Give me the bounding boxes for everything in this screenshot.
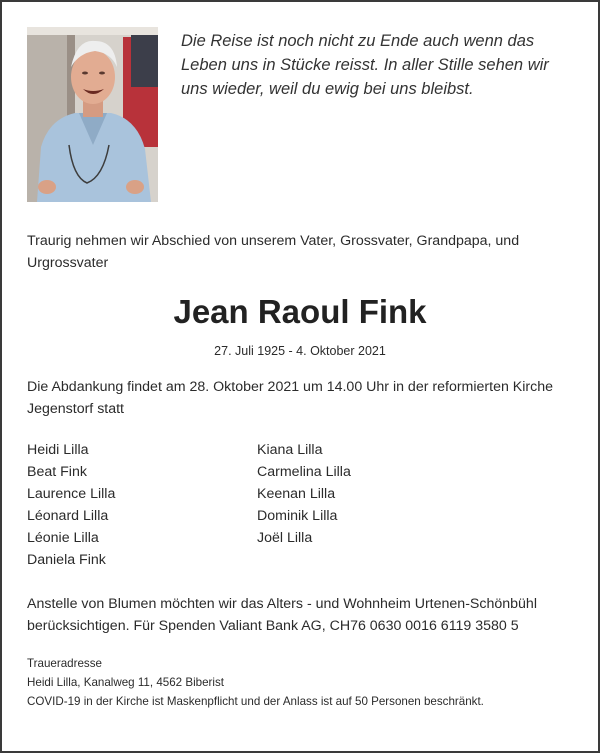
deceased-name: Jean Raoul Fink bbox=[173, 293, 427, 330]
family-member: Joël Lilla bbox=[257, 530, 313, 546]
family-member: Heidi Lilla bbox=[27, 442, 89, 458]
life-dates: 27. Juli 1925 - 4. Oktober 2021 bbox=[214, 344, 386, 358]
family-member: Laurence Lilla bbox=[27, 486, 116, 502]
family-member: Beat Fink bbox=[27, 464, 87, 480]
intro-line: Traurig nehmen wir Abschied von unserem Vater, Grossvater, Grandpapa, und bbox=[27, 233, 520, 249]
quote-line: Leben uns in Stücke reisst. In aller Stille sehen wir bbox=[181, 56, 549, 74]
memorial-quote bbox=[181, 29, 581, 101]
family-member: Léonie Lilla bbox=[27, 530, 99, 546]
family-member: Dominik Lilla bbox=[257, 508, 338, 524]
donation-line: berücksichtigen. Für Spenden Valiant Bank AG, CH76 0630 0016 6119 3580 5 bbox=[27, 618, 519, 634]
donation-info bbox=[27, 593, 587, 637]
portrait-image bbox=[27, 27, 158, 202]
family-member: Keenan Lilla bbox=[257, 486, 336, 502]
family-member: Daniela Fink bbox=[27, 552, 106, 568]
covid-notice: COVID-19 in der Kirche ist Maskenpflicht und der Anlass ist auf 50 Personen beschränkt. bbox=[27, 695, 484, 708]
intro-text bbox=[27, 230, 577, 274]
family-member: Carmelina Lilla bbox=[257, 464, 351, 480]
address-line: Heidi Lilla, Kanalweg 11, 4562 Biberist bbox=[27, 676, 224, 689]
intro-line: Urgrossvater bbox=[27, 255, 109, 271]
family-member: Kiana Lilla bbox=[257, 442, 323, 458]
donation-line: Anstelle von Blumen möchten wir das Alters - und Wohnheim Urtenen-Schönbühl bbox=[27, 596, 537, 612]
ceremony-line: Jegenstorf statt bbox=[27, 401, 124, 417]
ceremony-info bbox=[27, 376, 587, 420]
family-list-right bbox=[257, 439, 351, 549]
portrait-photo bbox=[27, 27, 158, 202]
quote-line: Die Reise ist noch nicht zu Ende auch wenn das bbox=[181, 32, 535, 50]
ceremony-line: Die Abdankung findet am 28. Oktober 2021 um 14.00 Uhr in der reformierten Kirche bbox=[27, 379, 554, 395]
address-label: Traueradresse bbox=[27, 657, 102, 670]
family-member: Léonard Lilla bbox=[27, 508, 109, 524]
mourning-address bbox=[27, 654, 587, 711]
family-list-left bbox=[27, 439, 115, 571]
quote-line: uns wieder, weil du ewig bei uns bleibst. bbox=[181, 80, 474, 98]
